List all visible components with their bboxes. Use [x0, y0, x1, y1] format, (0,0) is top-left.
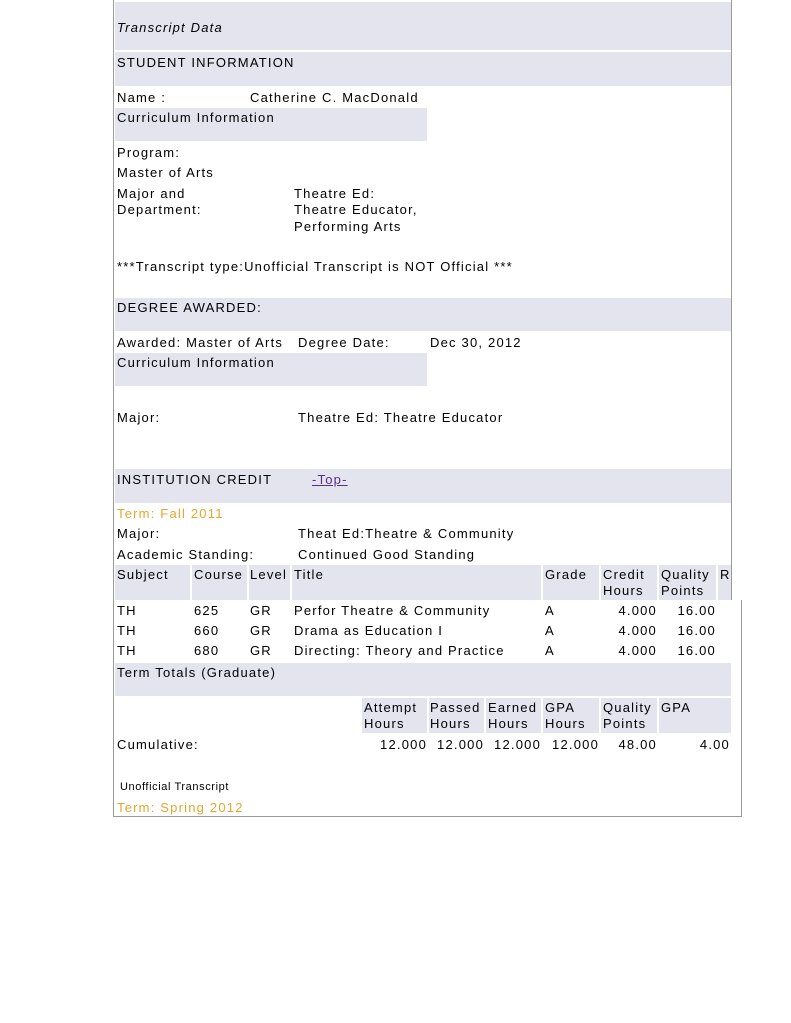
grade-header-label: Grade	[545, 567, 588, 582]
term-spring-2012: Term: Spring 2012	[117, 800, 244, 815]
standing-value: Continued Good Standing	[298, 547, 476, 562]
row-subject: TH	[117, 643, 137, 658]
student-info-header: STUDENT INFORMATION	[117, 55, 295, 70]
major-dept-label-1: Major and	[117, 186, 186, 201]
major-dept-label-2: Department:	[117, 202, 202, 217]
major-dept-value-2: Theatre Educator,	[294, 202, 418, 217]
row-points: 16.00	[677, 603, 716, 618]
row-title: Directing: Theory and Practice	[294, 643, 505, 658]
attempt-label-1: Attempt	[364, 700, 418, 715]
level-header-label: Level	[250, 567, 288, 582]
curriculum-info-heading-1: Curriculum Information	[117, 110, 275, 125]
term-fall-2011: Term: Fall 2011	[117, 506, 224, 521]
row-course: 625	[194, 603, 220, 618]
attempt-label-2: Hours	[364, 716, 405, 731]
gpa-hours-label-1: GPA	[545, 700, 576, 715]
awarded-text: Awarded: Master of Arts	[117, 335, 284, 350]
term-totals-header: Term Totals (Graduate)	[117, 665, 277, 680]
passed-label-2: Hours	[430, 716, 471, 731]
quality-label-2: Points	[603, 716, 647, 731]
gpa-label: GPA	[661, 700, 692, 715]
row-credit: 4.000	[618, 623, 657, 638]
right-border-lower	[741, 600, 742, 817]
institution-header: INSTITUTION CREDIT	[117, 472, 273, 487]
degree-date-value: Dec 30, 2012	[430, 335, 522, 350]
degree-date-label: Degree Date:	[298, 335, 390, 350]
curriculum-info-heading-2: Curriculum Information	[117, 355, 275, 370]
name-label: Name :	[117, 90, 167, 105]
passed-label-1: Passed	[430, 700, 481, 715]
major-dept-value-3: Performing Arts	[294, 219, 402, 234]
row-credit: 4.000	[618, 603, 657, 618]
row-title: Drama as Education I	[294, 623, 444, 638]
row-course: 660	[194, 623, 220, 638]
credit-header-label-1: Credit	[603, 567, 645, 582]
subject-header-label: Subject	[117, 567, 169, 582]
cumulative-label: Cumulative:	[117, 737, 199, 752]
r-header-label: R	[720, 567, 731, 582]
program-label: Program:	[117, 145, 181, 160]
row-course: 680	[194, 643, 220, 658]
unofficial-transcript-footer: Unofficial Transcript	[120, 781, 229, 793]
cumulative-earned: 12.000	[494, 737, 541, 752]
term-major-value: Theat Ed:Theatre & Community	[298, 526, 515, 541]
degree-major-label: Major:	[117, 410, 161, 425]
standing-label: Academic Standing:	[117, 547, 255, 562]
degree-header: DEGREE AWARDED:	[117, 300, 262, 315]
title-header-label: Title	[294, 567, 325, 582]
row-points: 16.00	[677, 643, 716, 658]
major-dept-value-1: Theatre Ed:	[294, 186, 376, 201]
right-border	[731, 0, 732, 600]
name-value: Catherine C. MacDonald	[250, 90, 419, 105]
page-title: Transcript Data	[117, 20, 223, 35]
gpa-hours-label-2: Hours	[545, 716, 586, 731]
credit-header-label-2: Hours	[603, 583, 644, 598]
row-level: GR	[250, 603, 272, 618]
row-grade: A	[545, 643, 555, 658]
quality-label-1: Quality	[603, 700, 652, 715]
quality-header-label-1: Quality	[661, 567, 710, 582]
col-title-header	[292, 565, 541, 600]
earned-label-2: Hours	[488, 716, 529, 731]
cumulative-gpa-hours: 12.000	[552, 737, 599, 752]
row-subject: TH	[117, 623, 137, 638]
term-major-label: Major:	[117, 526, 161, 541]
transcript-type: ***Transcript type:Unofficial Transcript is NOT Official ***	[117, 259, 513, 274]
cumulative-points: 48.00	[618, 737, 657, 752]
quality-header-label-2: Points	[661, 583, 705, 598]
row-title: Perfor Theatre & Community	[294, 603, 491, 618]
row-credit: 4.000	[618, 643, 657, 658]
row-grade: A	[545, 623, 555, 638]
earned-label-1: Earned	[488, 700, 538, 715]
program-value: Master of Arts	[117, 165, 214, 180]
row-points: 16.00	[677, 623, 716, 638]
cumulative-gpa: 4.00	[699, 737, 730, 752]
row-level: GR	[250, 643, 272, 658]
degree-major-value: Theatre Ed: Theatre Educator	[298, 410, 504, 425]
cumulative-passed: 12.000	[437, 737, 484, 752]
row-level: GR	[250, 623, 272, 638]
course-header-label: Course	[194, 567, 244, 582]
row-subject: TH	[117, 603, 137, 618]
top-link[interactable]: -Top-	[312, 472, 348, 487]
row-grade: A	[545, 603, 555, 618]
cumulative-attempt: 12.000	[380, 737, 427, 752]
